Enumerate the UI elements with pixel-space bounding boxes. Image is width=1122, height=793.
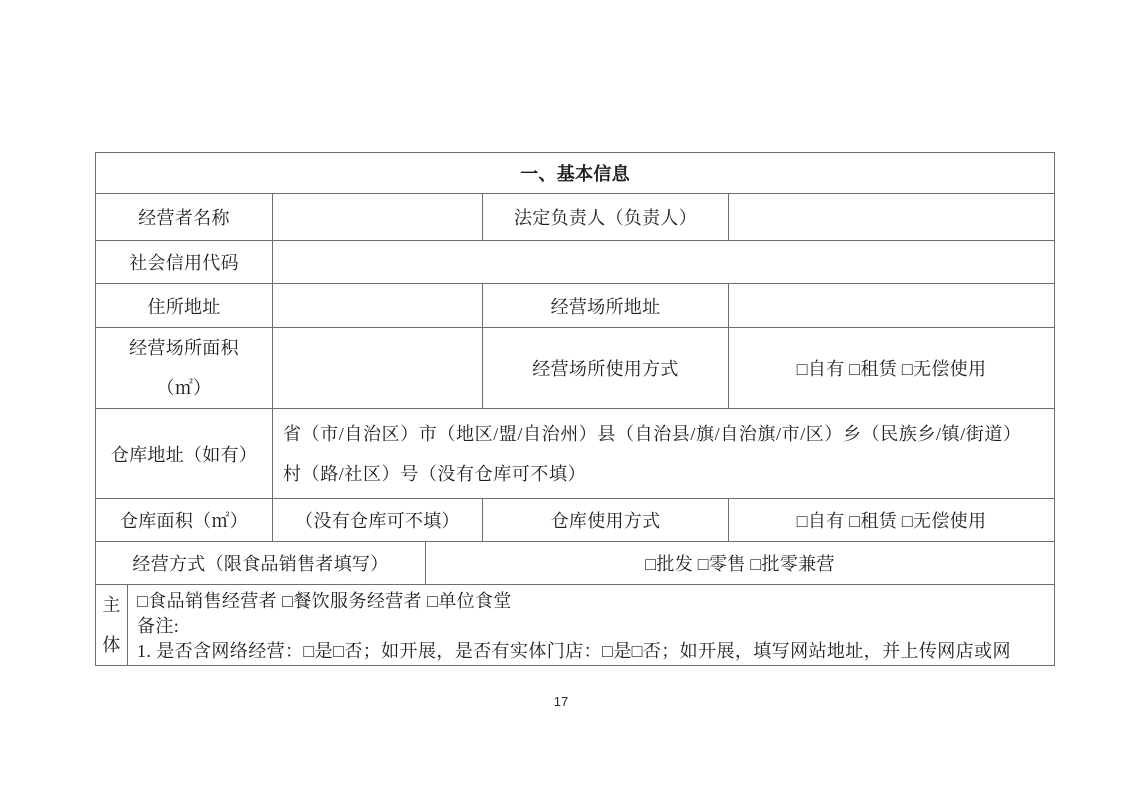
premises-usage-label: 经营场所使用方式 <box>483 328 729 409</box>
premises-address-label: 经营场所地址 <box>483 284 729 328</box>
premises-usage-checkbox-options[interactable]: □自有 □租赁 □无偿使用 <box>729 328 1055 409</box>
warehouse-area-label: 仓库面积（㎡） <box>96 499 273 542</box>
premises-area-label-unit: （㎡） <box>156 378 212 398</box>
warehouse-address-template-line2 <box>283 454 1044 494</box>
warehouse-address-label: 仓库地址（如有） <box>96 409 273 499</box>
warehouse-address-note: （没有仓库可不填） <box>418 463 587 484</box>
credit-code-label: 社会信用代码 <box>96 241 273 284</box>
remarks-item1[interactable]: 1. 是否含网络经营：□是□否；如开展，是否有实体门店：□是□否；如开展，填写网站地址，并上传网店或网 <box>137 641 1011 661</box>
warehouse-usage-label: 仓库使用方式 <box>483 499 729 542</box>
warehouse-address-template-line1: 省（市/自治区）市（地区/盟/自治州）县（自治县/旗/自治旗/市/区）乡（民族乡/镇/街道） <box>283 423 1022 444</box>
subject-label-char2: 体 <box>102 635 121 655</box>
legal-person-label: 法定负责人（负责人） <box>483 194 729 241</box>
page-number: 17 <box>553 694 569 709</box>
premises-area-input-cell[interactable] <box>273 328 483 409</box>
warehouse-area-input-cell[interactable]: （没有仓库可不填） <box>273 499 483 542</box>
operator-name-input-cell[interactable] <box>273 194 483 241</box>
basic-info-table <box>95 152 1055 666</box>
residence-address-input-cell[interactable] <box>273 284 483 328</box>
section-title: 一、基本信息 <box>96 153 1055 194</box>
credit-code-input-cell[interactable] <box>273 241 1055 284</box>
premises-address-input-cell[interactable] <box>729 284 1055 328</box>
operator-name-label: 经营者名称 <box>96 194 273 241</box>
subject-detail-cell <box>128 585 1055 666</box>
premises-area-label <box>96 328 273 409</box>
business-mode-label: 经营方式（限食品销售者填写） <box>96 542 426 585</box>
residence-address-label: 住所地址 <box>96 284 273 328</box>
business-mode-checkbox-options[interactable]: □批发 □零售 □批零兼营 <box>426 542 1055 585</box>
subject-label <box>96 585 128 666</box>
remarks-label: 备注: <box>137 616 180 636</box>
premises-area-label-line1: 经营场所面积 <box>129 338 239 358</box>
warehouse-usage-checkbox-options[interactable]: □自有 □租赁 □无偿使用 <box>729 499 1055 542</box>
subject-label-char1: 主 <box>102 595 121 615</box>
warehouse-address-line2-text: 村（路/社区）号 <box>283 463 419 484</box>
legal-person-input-cell[interactable] <box>729 194 1055 241</box>
subject-type-checkbox-options[interactable]: □食品销售经营者 □餐饮服务经营者 □单位食堂 <box>137 591 512 611</box>
warehouse-address-fill-area[interactable] <box>273 409 1055 499</box>
